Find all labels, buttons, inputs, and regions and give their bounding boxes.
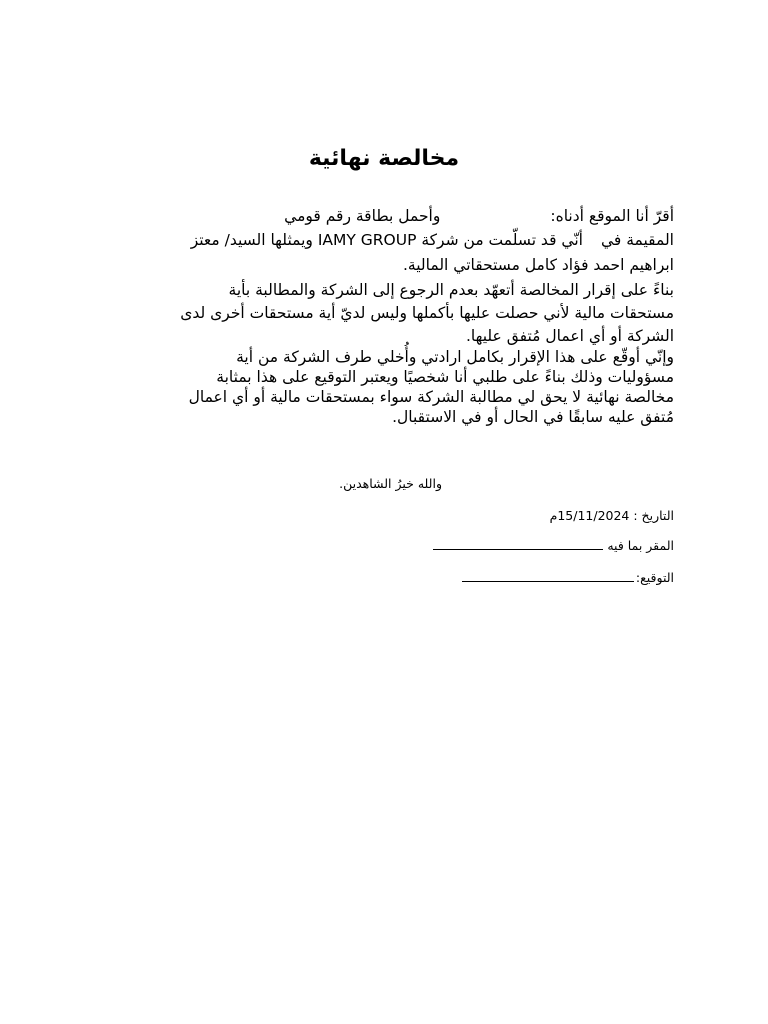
- witness-statement: والله خيرُ الشاهدين.: [339, 476, 442, 491]
- declarant-label: أقرّ أنا الموقع أدناه:: [550, 207, 674, 225]
- paragraph-line-2: [191, 231, 674, 249]
- date-line: [550, 508, 674, 523]
- paragraph-line-4: بناءً على إقرار المخالصة أتعهّد بعدم الرجوع إلى الشركة والمطالبة بأية: [228, 281, 674, 299]
- signature-label: التوقيع:: [635, 570, 674, 585]
- paragraph-line-1: [284, 207, 674, 225]
- paragraph-line-5: مستحقات مالية لأني حصلت عليها بأكملها وليس لديّ أية مستحقات أخرى لدى: [180, 304, 674, 322]
- paragraph-line-7: وإنّي أوقّع على هذا الإقرار بكامل ارادتي وأُخلي طرف الشركة من أية: [236, 348, 674, 366]
- paragraph-line-6: الشركة أو أي اعمال مُتفق عليها.: [465, 327, 674, 345]
- document-title: مخالصة نهائية: [308, 146, 460, 171]
- paragraph-line-3: ابراهيم احمد فؤاد كامل مستحقاتي المالية.: [403, 256, 674, 274]
- approver-blank: [433, 538, 603, 550]
- date-label: التاريخ :: [633, 508, 674, 523]
- approver-label: المقر بما فيه: [607, 538, 674, 553]
- paragraph-line-9: مخالصة نهائية لا يحق لي مطالبة الشركة سواء بمستحقات مالية أو أي اعمال: [188, 388, 674, 406]
- id-card-label: وأحمل بطاقة رقم قومي: [284, 207, 441, 225]
- residence-label: المقيمة في: [600, 231, 674, 249]
- signature-blank: [462, 570, 634, 582]
- date-value: 15/11/2024م: [549, 508, 630, 523]
- signature-line: [462, 570, 674, 585]
- receipt-statement: أنّي قد تسلّمت من شركة IAMY GROUP ويمثلها السيد/ معتز: [190, 231, 583, 249]
- paragraph-line-8: مسؤوليات وذلك بناءً على طلبي أنا شخصيًا ويعتبر التوقيع على هذا بمثابة: [216, 368, 674, 386]
- paragraph-line-10: مُتفق عليه سابقًا في الحال أو في الاستقبال.: [392, 408, 674, 426]
- approver-line: [433, 538, 674, 553]
